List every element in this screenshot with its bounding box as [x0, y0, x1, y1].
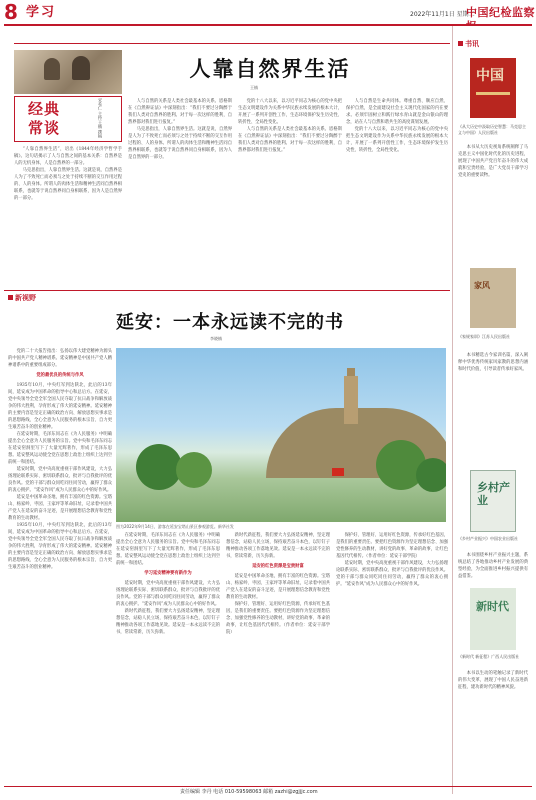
column-author: 宋希仁 主持 王楠 撰稿	[98, 98, 103, 138]
feature-col1-body2: 在延安时期，毛泽东同志在《为人民服务》中明确提出全心全意为人民服务的宗旨。党中央和毛泽东同志在延安窑洞里写下了大量光辉著作，形成了毛泽东思想。延安整风运动使全党在思想上政治上组织上达到空前统一和团结。	[8, 432, 112, 465]
feature-col1-body3: 延安时期，党中央高度重视干部作风建设，大力弘扬理论联系实际、密切联系群众、批评与自我批评的优良作风。党的干部与群众同吃同住同劳动，赢得了群众的衷心拥护。“延安作风”成为人民群众心中的好作风。	[8, 467, 112, 493]
rail-section-tag	[458, 40, 479, 49]
feature-col3-body: 延安是中国革命圣地，拥有丰富的红色资源。宝塔山、杨家岭、枣园、王家坪等革命旧址，记录着中国共产党人在延安的奋斗足迹，是开展理想信念教育和党性教育的生动教材。	[226, 574, 330, 600]
book-cover-2	[470, 268, 516, 328]
intro-paragraph: “人靠自然界生活”，语出《1844年经济学哲学手稿》。这句话揭示了人与自然之间的基本关系：自然界是人的无机身体，人是自然界的一部分。	[14, 147, 122, 166]
feature-col1-body: 1935年10月，中央红军到达陕北，此后的13年间，延安成为中国革命的指导中心和总后方。在延安，党中央领导全党全军全国人民夺取了抗日战争和解放战争的伟大胜利，孕育形成了伟大的延安精神。延安精神的主要内容是坚定正确的政治方向、解放思想实事求是的思想路线、全心全意为人民服务的根本宗旨、自力更生艰苦奋斗的创业精神。	[8, 383, 112, 430]
feature-lead: 党的二十大报告指出：弘扬以伟大建党精神为源头的中国共产党人精神谱系。延安精神是中国共产党人精神谱系中的重要组成部分。	[8, 349, 112, 368]
top-article-col4	[346, 98, 448, 286]
historic-portrait-photo	[14, 50, 122, 94]
body-paragraph-1b: 马克思指出，人靠自然界生活。这就是说，自然界是人为了不致死亡而必须与之处于持续不断的交互作用过程的、人的身体。所谓人的肉体生活和精神生活同自然界相联系，也就等于说自然界同自身相联系，因为人是自然界的一部分。	[128, 127, 232, 160]
book-2-desc-text: 本书精选古今家训名篇，深入阐释中华优秀传统家风家教的思想内涵和时代价值，引导读者传承好家风。	[458, 353, 528, 372]
square-bullet-icon	[458, 41, 463, 46]
top-article-col3	[238, 98, 342, 286]
book-3-desc-text: 本书围绕乡村产业振兴主题，系统总结了各地推动乡村产业发展的典型经验，为全面推进乡村振兴提供有益借鉴。	[458, 553, 528, 579]
photo-caption: 图为2022年9月14日，游客在延安宝塔山景区参观游览。新华社发	[116, 524, 234, 529]
book-cover-3-title: 乡村产业	[477, 481, 510, 507]
feature-col2	[116, 532, 220, 782]
body-paragraph-4: 人与自然是生命共同体。尊重自然、顺应自然、保护自然，是全面建设社会主义现代化国家的内在要求。必须牢固树立和践行绿水青山就是金山银山的理念，站在人与自然和谐共生的高度谋划发展。	[346, 99, 448, 125]
feature-col1-body5: 1935年10月，中央红军到达陕北，此后的13年间，延安成为中国革命的指导中心和总后方。在延安，党中央领导全党全军全国人民夺取了抗日战争和解放战争的伟大胜利，孕育形成了伟大的延安精神。延安精神的主要内容是坚定正确的政治方向、解放思想实事求是的思想路线、全心全意为人民服务的根本宗旨、自力更生艰苦奋斗的创业精神。	[8, 523, 112, 570]
top-article-title: 人靠自然界生活	[189, 56, 351, 81]
feature-col2-body: 延安时期，党中央高度重视干部作风建设，大力弘扬理论联系实际、密切联系群众、批评与自我批评的优良作风。党的干部与群众同吃同住同劳动，赢得了群众的衷心拥护。“延安作风”成为人民群众心中的好作风。	[116, 581, 220, 607]
feature-col4-body2: 延安时期，党中央高度重视干部作风建设，大力弘扬理论联系实际、密切联系群众、批评与自我批评的优良作风。党的干部与群众同吃同住同劳动，赢得了群众的衷心拥护。“延安作风”成为人民群众心中的好作风。	[336, 561, 448, 587]
feature-col3-body2: 保护好、管理好、运用好红色资源，传承好红色基因，是我们的重要责任。要把红色资源作为坚定理想信念、加强党性修养的生动教材，讲好党的故事、革命的故事，让红色基因代代相传。（作者单位：延安干部学院）	[226, 602, 330, 635]
feature-col1-body4: 延安是中国革命圣地，拥有丰富的红色资源。宝塔山、杨家岭、枣园、王家坪等革命旧址，记录着中国共产党人在延安的奋斗足迹，是开展理想信念教育和党性教育的生动教材。	[8, 495, 112, 521]
book-4-desc-text: 本书以生动的笔触记录了新时代的伟大变革，展现了中国人民奋进新征程、建功新时代的精神风貌。	[458, 671, 528, 690]
top-article-byline: 王楠	[250, 85, 258, 90]
yan-an-pagoda-photo	[116, 348, 446, 522]
feature-title: 延安：一本永远读不完的书	[116, 312, 344, 333]
book-cover-3	[470, 470, 516, 532]
subhead-1: 党的最优良的传统与作风	[36, 373, 84, 378]
feature-col3-lead: 新时代新征程，我们要大力弘扬延安精神，坚定理想信念，站稳人民立场，保持艰苦奋斗本色，以钉钉子精神推动各项工作落地见效。延安是一本永远读不完的书，常读常新，历久弥新。	[226, 533, 330, 559]
book-1-description	[458, 144, 528, 262]
feature-col4-body: 保护好、管理好、运用好红色资源，传承好红色基因，是我们的重要责任。要把红色资源作为坚定理想信念、加强党性修养的生动教材，讲好党的故事、革命的故事，让红色基因代代相传。（作者单位：延安干部学院）	[336, 533, 448, 559]
section-rule	[4, 290, 450, 291]
book-4-caption: 《新时代 新征程》广西人民出版社	[458, 654, 520, 659]
subhead-3: 延安的红色资源是宝贵财富	[252, 564, 304, 569]
book-3-description	[458, 552, 528, 584]
book-4-description	[458, 670, 528, 780]
book-2-caption: 《家规家训》江苏人民出版社	[458, 334, 510, 339]
feature-col4	[336, 532, 448, 782]
top-article-intro	[14, 146, 122, 286]
body-paragraph-2: 人与自然的关系是人类社会最基本的关系。恩格斯在《自然辩证法》中深刻指出：“我们不要过分陶醉于我们人类对自然界的胜利。对于每一次这样的胜利，自然界都对我们进行报复。”	[128, 99, 232, 125]
page-number: 8	[4, 2, 22, 22]
book-cover-4-title: 新时代	[476, 600, 509, 613]
feature-col3	[226, 532, 330, 782]
book-cover-4	[470, 588, 516, 650]
subhead-2: 学习延安精神要有新作为	[144, 571, 192, 576]
book-cover-1-title: 中国	[476, 68, 504, 84]
feature-byline: 李晓楠	[210, 336, 222, 341]
section-tag	[8, 294, 36, 303]
book-1-desc-text: 本书从大历史视角系统阐释了马克思主义中国化时代化的历史进程，展现了中国共产党百年奋斗的伟大成就和宝贵经验，是广大党员干部学习党史的重要读物。	[458, 145, 528, 178]
section-title: 学习	[26, 5, 57, 20]
footer-rule	[4, 786, 532, 787]
book-2-description	[458, 352, 528, 464]
book-1-caption: 《从大历史中汲取历史智慧：马克思主义与中国》人民出版社	[458, 124, 526, 135]
book-3-caption: 《乡村产业振兴》中国农业出版社	[458, 536, 518, 541]
rail-tag-label: 书讯	[465, 40, 479, 48]
feature-col1	[8, 348, 112, 780]
book-cover-1	[470, 58, 516, 118]
issue-date: 2022年11月1日 星期二	[410, 11, 475, 18]
top-article-rule	[14, 43, 450, 44]
column-title-2: 常谈	[28, 119, 61, 137]
body-paragraph-1: 马克思指出，人靠自然界生活。这就是说，自然界是人为了不致死亡而必须与之处于持续不断的交互作用过程的、人的身体。所谓人的肉体生活和精神生活同自然界相联系，也就等于说自然界同自身相联系，因为人是自然界的一部分。	[14, 168, 122, 201]
newspaper-logo: 中国纪检监察	[466, 6, 535, 19]
body-paragraph-2b: 人与自然的关系是人类社会最基本的关系。恩格斯在《自然辩证法》中深刻指出：“我们不要过分陶醉于我们人类对自然界的胜利。对于每一次这样的胜利，自然界都对我们进行报复。”	[238, 127, 342, 153]
feature-col2-body2: 新时代新征程，我们要大力弘扬延安精神，坚定理想信念，站稳人民立场，保持艰苦奋斗本色，以钉钉子精神推动各项工作落地见效。延安是一本永远读不完的书，常读常新，历久弥新。	[116, 609, 220, 635]
top-article-col2	[128, 98, 232, 286]
book-cover-2-title: 家风	[474, 280, 490, 290]
column-title-1: 经典	[28, 100, 61, 118]
body-paragraph-3b: 党的十八大以来，以习近平同志为核心的党中央把生态文明建设作为关系中华民族永续发展的根本大计，开展了一系列开创性工作，生态环境保护发生历史性、转折性、全局性变化。	[346, 127, 448, 153]
feature-col2-lead: 在延安时期，毛泽东同志在《为人民服务》中明确提出全心全意为人民服务的宗旨。党中央和毛泽东同志在延安窑洞里写下了大量光辉著作，形成了毛泽东思想。延安整风运动使全党在思想上政治上组织上达到空前统一和团结。	[116, 533, 220, 566]
section-tag-label: 新视野	[15, 294, 36, 302]
body-paragraph-3: 党的十八大以来，以习近平同志为核心的党中央把生态文明建设作为关系中华民族永续发展的根本大计，开展了一系列开创性工作，生态环境保护发生历史性、转折性、全局性变化。	[238, 99, 342, 125]
footer-credits: 责任编辑 李丹 电话 010-59598063 邮箱 zazhi@zgjjjc.com	[180, 789, 318, 795]
square-bullet-icon	[8, 295, 13, 300]
